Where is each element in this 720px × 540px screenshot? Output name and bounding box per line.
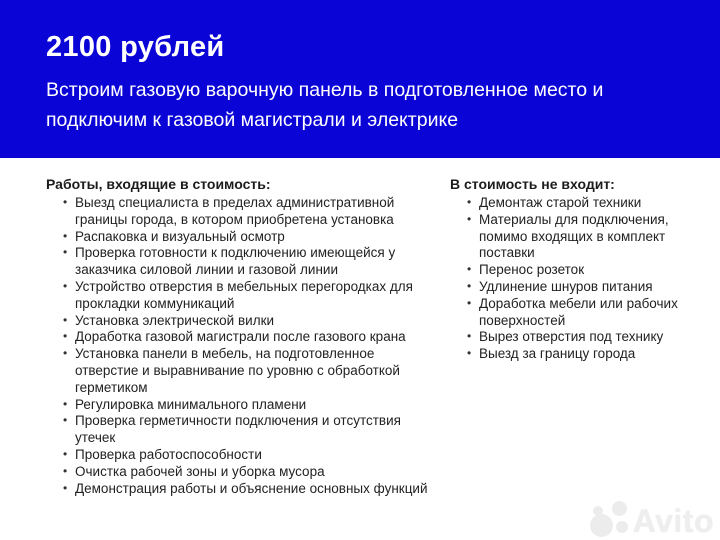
price-header (0, 0, 720, 158)
list-item: • Установка электрической вилки (62, 313, 438, 330)
list-item: • Удлинение шнуров питания (466, 279, 692, 296)
list-item: • Доработка газовой магистрали после газового крана (62, 329, 438, 346)
price-title: 2100 рублей (46, 31, 225, 63)
details-columns (0, 158, 720, 497)
excluded-works-section (450, 176, 692, 497)
list-item: • Перенос розеток (466, 262, 692, 279)
list-item: • Демонстрация работы и объяснение основных функций (62, 481, 438, 498)
excluded-works-heading: В стоимость не входит: (450, 176, 615, 192)
list-item: • Вырез отверстия под технику (466, 329, 692, 346)
list-item: • Проверка герметичности подключения и отсутствия утечек (62, 413, 438, 447)
list-item: • Распаковка и визуальный осмотр (62, 229, 438, 246)
included-works-section (46, 176, 438, 497)
service-description: Встроим газовую варочную панель в подготовленное место и подключим к газовой магистрали и электрике (46, 79, 604, 131)
list-item: • Устройство отверстия в мебельных перегородках для прокладки коммуникаций (62, 279, 438, 313)
excluded-works-list (450, 195, 692, 363)
list-item: • Проверка готовности к подключению имеющейся у заказчика силовой линии и газовой линии (62, 245, 438, 279)
list-item: • Выезд специалиста в пределах административной границы города, в котором приобретена установка (62, 195, 438, 229)
avito-logo-icon (590, 498, 630, 538)
avito-watermark (590, 498, 714, 538)
included-works-list (46, 195, 438, 497)
avito-logo-dot-big (590, 514, 613, 537)
list-item: • Установка панели в мебель, на подготовленное отверстие и выравнивание по уровню с обработкой герметиком (62, 346, 438, 396)
list-item: • Доработка мебели или рабочих поверхностей (466, 296, 692, 330)
list-item: • Очистка рабочей зоны и уборка мусора (62, 464, 438, 481)
avito-logo-dot-tiny (616, 521, 628, 533)
list-item: • Выезд за границу города (466, 346, 692, 363)
list-item: • Демонтаж старой техники (466, 195, 692, 212)
avito-logo-dot-medium (612, 501, 627, 516)
list-item: • Проверка работоспособности (62, 447, 438, 464)
avito-watermark-label: Avito (632, 503, 714, 539)
included-works-heading: Работы, входящие в стоимость: (46, 176, 271, 192)
list-item: • Материалы для подключения, помимо входящих в комплект поставки (466, 212, 692, 262)
list-item: • Регулировка минимального пламени (62, 397, 438, 414)
